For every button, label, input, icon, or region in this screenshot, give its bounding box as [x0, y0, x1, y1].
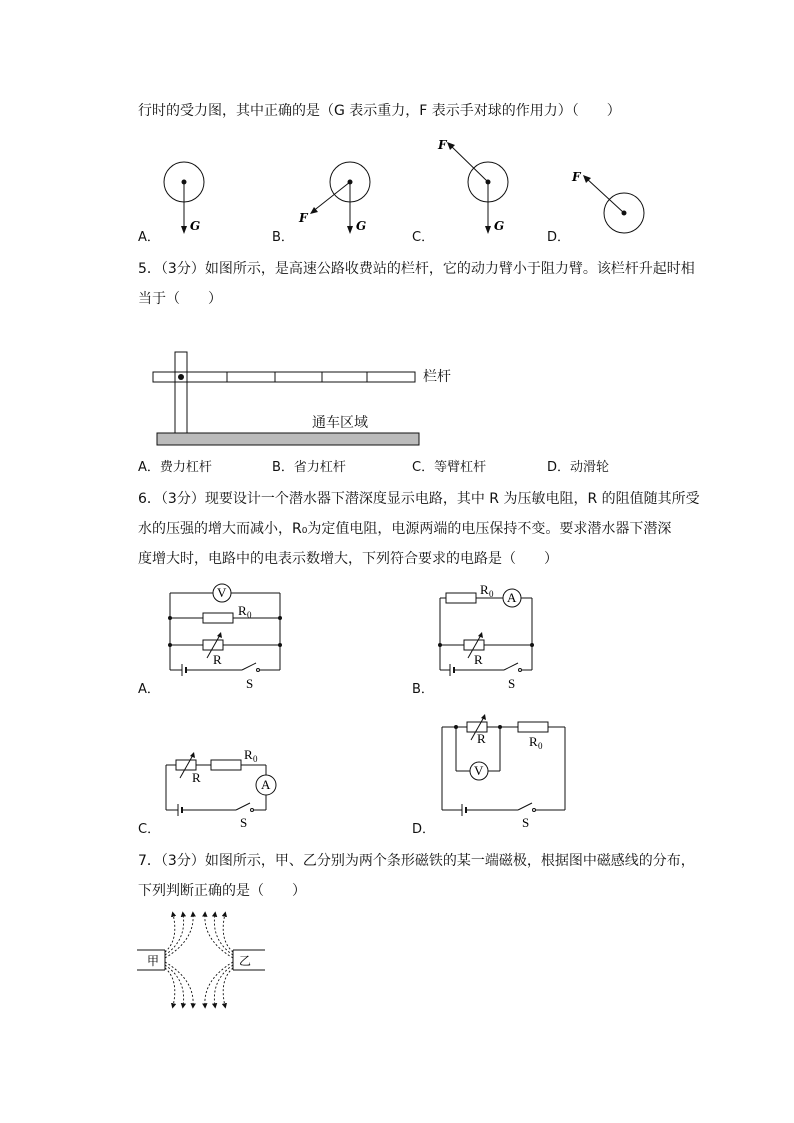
q4-figure-c: [435, 135, 525, 240]
r0-subscript: 0: [538, 741, 543, 751]
q5-option-b[interactable]: B．省力杠杆: [272, 460, 346, 475]
q6-circuit-b: [432, 580, 552, 690]
q5-stem-line-1: 5．（3分）如图所示，是高速公路收费站的栏杆，它的动力臂小于阻力臂。该栏杆升起时相: [138, 261, 695, 277]
q6-circuit-c: [158, 745, 288, 830]
q6-option-b[interactable]: B．: [412, 682, 434, 697]
force-g-label: G: [190, 219, 201, 233]
r0-subscript: 0: [253, 754, 258, 764]
force-f-label: F: [572, 170, 581, 184]
r0-label: R: [244, 747, 253, 762]
q4-figure-d: [570, 165, 660, 240]
q4-option-b[interactable]: B．: [272, 230, 294, 245]
road-label: 通车区域: [312, 415, 368, 431]
switch-label: S: [522, 815, 530, 830]
q4-figure-a: [160, 160, 220, 240]
q7-stem-line-1: 7．（3分）如图所示，甲、乙分别为两个条形磁铁的某一端磁极，根据图中磁感线的分布，: [138, 853, 695, 869]
force-f-label: F: [438, 138, 447, 152]
force-g-label: G: [494, 219, 505, 233]
q5-barrier-figure: [145, 345, 465, 450]
r0-label: R: [480, 582, 489, 597]
force-g-label: G: [356, 219, 367, 233]
q6-stem-line-2: 水的压强的增大而减小，R₀为定值电阻，电源两端的电压保持不变。要求潜水器下潜深: [138, 521, 672, 537]
q6-option-c[interactable]: C．: [138, 822, 161, 837]
q7-stem-line-2: 下列判断正确的是（ ）: [138, 883, 306, 899]
q6-circuit-a: [160, 575, 290, 690]
voltmeter-label: V: [217, 585, 227, 600]
r0-label: R: [529, 734, 538, 749]
q5-option-d[interactable]: D．动滑轮: [547, 460, 610, 475]
q4-stem-line: 行时的受力图，其中正确的是（G 表示重力，F 表示手对球的作用力）（ ）: [138, 103, 621, 119]
r-label: R: [474, 652, 483, 667]
r0-subscript: 0: [489, 589, 494, 599]
barrier-label: 栏杆: [423, 369, 451, 385]
ammeter-label: A: [261, 777, 271, 792]
r0-subscript: 0: [247, 610, 252, 620]
q4-option-d[interactable]: D．: [547, 230, 571, 245]
q5-option-c[interactable]: C．等臂杠杆: [412, 460, 487, 475]
ammeter-label: A: [507, 590, 517, 605]
pole-jia-label: 甲: [147, 954, 160, 968]
q4-figure-b: [295, 160, 385, 240]
r0-label: R: [238, 603, 247, 618]
voltmeter-label: V: [474, 763, 484, 778]
r-label: R: [477, 731, 486, 746]
pole-yi-label: 乙: [239, 954, 252, 968]
switch-label: S: [246, 676, 254, 691]
r-label: R: [213, 652, 222, 667]
q6-circuit-d: [432, 715, 572, 830]
q5-stem-line-2: 当于（ ）: [138, 291, 222, 307]
q6-stem-line-3: 度增大时，电路中的电表示数增大，下列符合要求的电路是（ ）: [138, 551, 558, 567]
q6-option-a[interactable]: A．: [138, 682, 160, 697]
q4-option-c[interactable]: C．: [412, 230, 435, 245]
q7-magnetic-field-figure: [135, 910, 270, 1010]
q6-option-d[interactable]: D．: [412, 822, 436, 837]
switch-label: S: [508, 676, 516, 691]
switch-label: S: [240, 815, 248, 830]
q5-option-a[interactable]: A．费力杠杆: [138, 460, 212, 475]
q4-option-a[interactable]: A．: [138, 230, 160, 245]
r-label: R: [192, 770, 201, 785]
force-f-label: F: [299, 211, 308, 225]
q6-stem-line-1: 6．（3分）现要设计一个潜水器下潜深度显示电路，其中 R 为压敏电阻，R 的阻值随其所受: [138, 491, 700, 507]
